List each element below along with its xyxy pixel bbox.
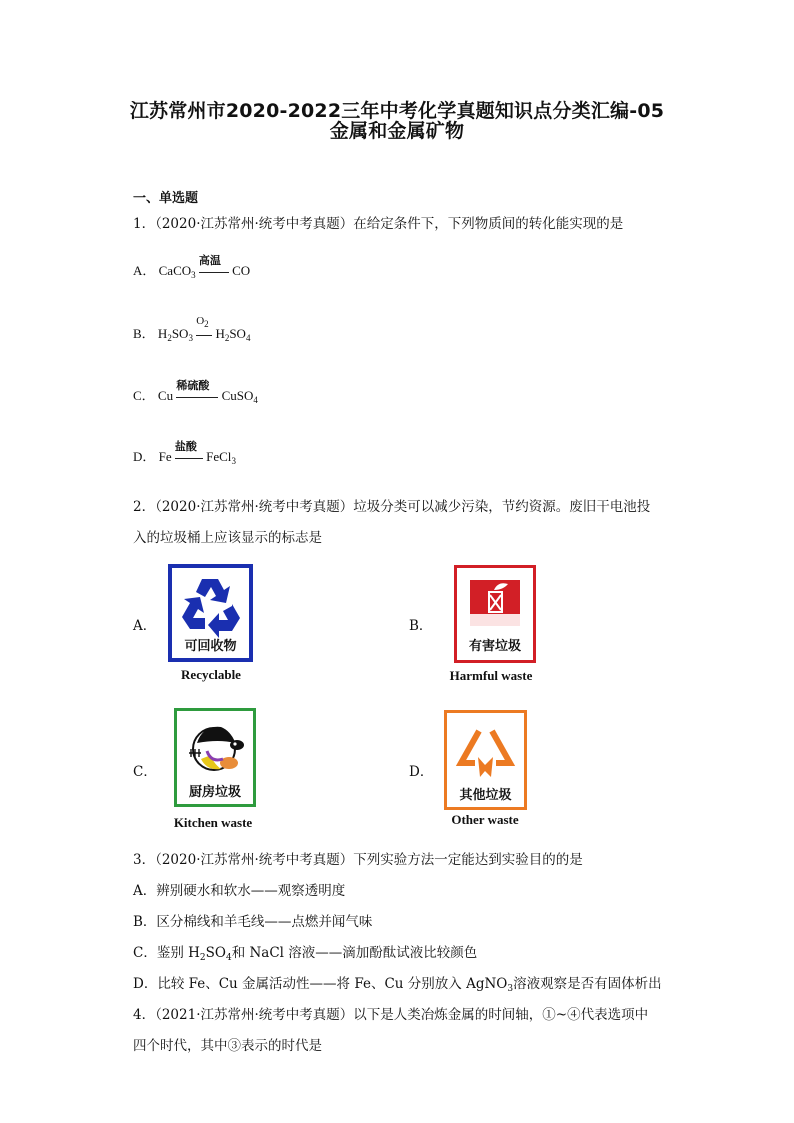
- circled-number: ①: [542, 1007, 556, 1023]
- document-title: 江苏常州市2020-2022三年中考化学真题知识点分类汇编-05: [129, 100, 665, 122]
- reactant: Fe: [158, 449, 172, 464]
- recycle-icon: [172, 571, 249, 639]
- q2-option-b-letter: B．: [409, 618, 433, 634]
- option-text: 和 NaCl 溶液——滴加酚酞试液比较颜色: [231, 945, 478, 961]
- q2-option-d-sign[interactable]: [444, 710, 527, 810]
- product-tail: SO: [229, 326, 246, 341]
- subscript: 2: [167, 333, 172, 343]
- q2-option-b-sign[interactable]: [454, 565, 536, 663]
- q3-option-d[interactable]: [133, 972, 662, 994]
- subscript: 2: [199, 953, 206, 963]
- reactant-tail: SO: [171, 326, 189, 341]
- other-waste-icon: [447, 717, 524, 787]
- option-text: D．比较 Fe、Cu 金属活动性——将 Fe、Cu 分别放入 AgNO: [133, 976, 508, 992]
- option-text: SO: [205, 945, 226, 961]
- document-subtitle: 金属和金属矿物: [329, 120, 465, 142]
- subscript: 4: [253, 395, 258, 405]
- reaction-condition: $O_2$: [196, 315, 209, 330]
- reactant: Cu: [157, 388, 174, 403]
- product: CO: [232, 263, 251, 278]
- option-text: 溶液观察是否有固体析出: [513, 976, 662, 992]
- option-text: C．鉴别 H: [133, 945, 200, 961]
- stem-text: 代表选项中: [580, 1007, 649, 1023]
- kitchen-waste-icon: [177, 713, 253, 785]
- q2-option-c-letter: C．: [133, 764, 157, 780]
- stem-text: 四个时代，其中: [133, 1038, 228, 1054]
- circled-number: ③: [227, 1038, 241, 1054]
- reaction-condition: 稀硫酸: [176, 380, 210, 393]
- option-letter: D．: [133, 449, 156, 464]
- option-letter: C．: [133, 388, 155, 403]
- q2-option-a-sign[interactable]: [168, 564, 253, 662]
- subscript: 4: [225, 953, 232, 963]
- stem-text: 表示的时代是: [241, 1038, 322, 1054]
- q2-option-d-letter: D．: [409, 764, 434, 780]
- product: H: [215, 326, 225, 341]
- q2-option-a-caption: Recyclable: [181, 667, 241, 682]
- option-letter: A．: [133, 263, 156, 278]
- section-heading: 一、单选题: [133, 191, 199, 206]
- reactant: CaCO: [158, 263, 192, 278]
- q2-stem-line2: 入的垃圾桶上应该显示的标志是: [133, 530, 322, 546]
- q1-option-b[interactable]: [133, 315, 251, 343]
- q4-stem-line1: [133, 1003, 648, 1023]
- q1-stem: 1．（2020·江苏常州·统考中考真题）在给定条件下，下列物质间的转化能实现的是: [133, 216, 624, 232]
- subscript: 3: [188, 333, 193, 343]
- q3-option-a[interactable]: A．辨别硬水和软水——观察透明度: [133, 883, 346, 899]
- product: FeCl: [206, 449, 232, 464]
- subscript: 4: [245, 333, 251, 343]
- reaction-condition: 高温: [198, 255, 221, 268]
- q4-stem-line2: [133, 1034, 322, 1054]
- reaction-arrow-icon: [176, 380, 218, 404]
- harmful-pink-band: [470, 614, 520, 626]
- circled-number: ④: [567, 1007, 581, 1023]
- reaction-arrow-icon: [196, 315, 212, 342]
- reaction-arrow-icon: [198, 255, 229, 279]
- q1-option-c[interactable]: [133, 380, 258, 405]
- q2-option-b-caption: Harmful waste: [449, 668, 533, 683]
- q3-stem: 3．（2020·江苏常州·统考中考真题）下列实验方法一定能达到实验目的的是: [133, 852, 583, 868]
- reaction-condition: 盐酸: [174, 441, 197, 454]
- q2-option-d-caption: Other waste: [451, 812, 519, 827]
- subscript: 2: [224, 333, 230, 343]
- harmful-waste-icon: [470, 580, 520, 614]
- stem-text: 4．（2021·江苏常州·统考中考真题）以下是人类冶炼金属的时间轴，: [133, 1007, 543, 1023]
- q2-option-a-letter: A．: [133, 618, 157, 634]
- q2-option-c-caption: Kitchen waste: [173, 815, 253, 830]
- subscript: 3: [231, 456, 236, 466]
- q2-stem-line1: 2．（2020·江苏常州·统考中考真题）垃圾分类可以减少污染，节约资源。废旧干电池投: [133, 499, 651, 515]
- subscript: 3: [191, 270, 196, 280]
- stem-text: ~: [555, 1007, 568, 1023]
- product: CuSO: [221, 388, 254, 403]
- sign-label: 其他垃圾: [459, 788, 512, 803]
- sign-label: 有害垃圾: [468, 639, 521, 654]
- q3-option-b[interactable]: B．区分棉线和羊毛线——点燃并闻气味: [133, 914, 373, 930]
- sign-label: 可回收物: [184, 639, 237, 654]
- q1-option-a[interactable]: [133, 255, 251, 280]
- sign-label: 厨房垃圾: [188, 785, 241, 800]
- reactant: H: [157, 326, 168, 341]
- subscript: 3: [507, 984, 514, 994]
- reaction-arrow-icon: [174, 441, 203, 465]
- q3-option-c[interactable]: [133, 941, 477, 963]
- option-letter: B．: [133, 326, 155, 341]
- q1-option-d[interactable]: [133, 441, 236, 466]
- q2-option-c-sign[interactable]: [174, 708, 256, 807]
